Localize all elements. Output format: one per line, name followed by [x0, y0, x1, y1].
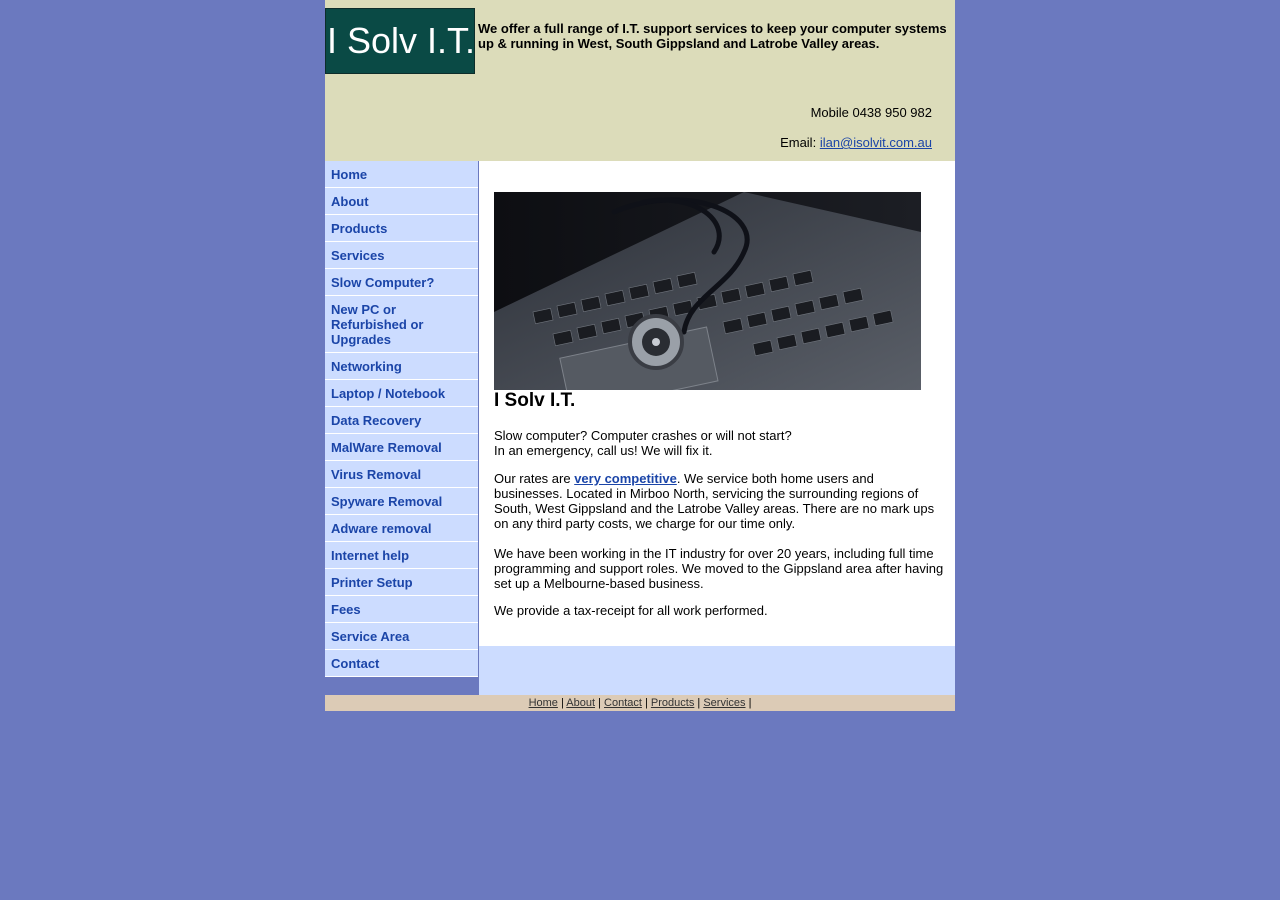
intro-paragraph [494, 428, 944, 458]
page-title: I Solv I.T. [494, 390, 576, 411]
footer-separator: | [598, 697, 601, 709]
footer-link-about[interactable]: About [566, 697, 596, 709]
sidebar-item-networking[interactable]: Networking [325, 353, 478, 380]
logo-text: I Solv I.T. [326, 20, 476, 61]
footer-links [325, 695, 955, 711]
sidebar-item-internet-help[interactable]: Internet help [325, 542, 478, 569]
laptop-stethoscope-image [494, 192, 921, 390]
intro-line-2: In an emergency, call us! We will fix it. [494, 443, 713, 458]
sidebar-item-printer-setup[interactable]: Printer Setup [325, 569, 478, 596]
sidebar-item-adware[interactable]: Adware removal [325, 515, 478, 542]
sidebar-item-laptop[interactable]: Laptop / Notebook [325, 380, 478, 407]
sidebar-item-new-pc[interactable]: New PC or Refurbished or Upgrades [325, 296, 478, 353]
mobile-number: Mobile 0438 950 982 [810, 105, 932, 120]
sidebar-item-malware[interactable]: MalWare Removal [325, 434, 478, 461]
sidebar-nav [325, 161, 478, 677]
site-header [325, 0, 955, 161]
body-row [325, 161, 955, 695]
footer-link-services[interactable]: Services [703, 697, 746, 709]
footer-link-home[interactable]: Home [528, 697, 558, 709]
very-competitive-link[interactable]: very competitive [574, 471, 677, 486]
footer-link-products[interactable]: Products [650, 697, 695, 709]
rates-paragraph [494, 471, 944, 531]
rates-text-after: . We service both home users and businesses. Located in Mirboo North, servicing the surrounding regions of South, West Gippsland and the Latrobe Valley areas. There are no mark ups on any third party costs, we charge for our time only. [494, 471, 935, 531]
footer-separator: | [748, 697, 752, 709]
intro-line-1: Slow computer? Computer crashes or will not start? [494, 428, 792, 443]
main-content [479, 161, 955, 646]
tax-receipt-paragraph: We provide a tax-receipt for all work performed. [494, 603, 768, 618]
email-line [780, 135, 932, 150]
sidebar-item-spyware[interactable]: Spyware Removal [325, 488, 478, 515]
sidebar-item-home[interactable]: Home [325, 161, 478, 188]
rates-text-before: Our rates are [494, 471, 575, 486]
sidebar-item-data-recovery[interactable]: Data Recovery [325, 407, 478, 434]
sidebar-item-contact[interactable]: Contact [325, 650, 478, 677]
footer-separator: | [560, 697, 564, 709]
email-label: Email: [780, 135, 817, 150]
experience-paragraph: We have been working in the IT industry for over 20 years, including full time programming and support roles. We moved to the Gippsland area after having set up a Melbourne-based business. [494, 546, 944, 591]
tagline: We offer a full range of I.T. support services to keep your computer systems up & running in West, South Gippsland and Latrobe Valley areas. [478, 21, 947, 51]
sidebar-item-services[interactable]: Services [325, 242, 478, 269]
sidebar-item-about[interactable]: About [325, 188, 478, 215]
footer-separator: | [645, 697, 648, 709]
sidebar-item-virus[interactable]: Virus Removal [325, 461, 478, 488]
sidebar-item-slow-computer[interactable]: Slow Computer? [325, 269, 478, 296]
sidebar-item-service-area[interactable]: Service Area [325, 623, 478, 650]
footer-link-contact[interactable]: Contact [604, 697, 642, 709]
footer-separator: | [697, 697, 701, 709]
sidebar-item-fees[interactable]: Fees [325, 596, 478, 623]
logo[interactable] [325, 8, 475, 74]
sidebar-item-products[interactable]: Products [325, 215, 478, 242]
email-link[interactable]: ilan@isolvit.com.au [819, 135, 932, 150]
page-wrapper [325, 0, 955, 709]
